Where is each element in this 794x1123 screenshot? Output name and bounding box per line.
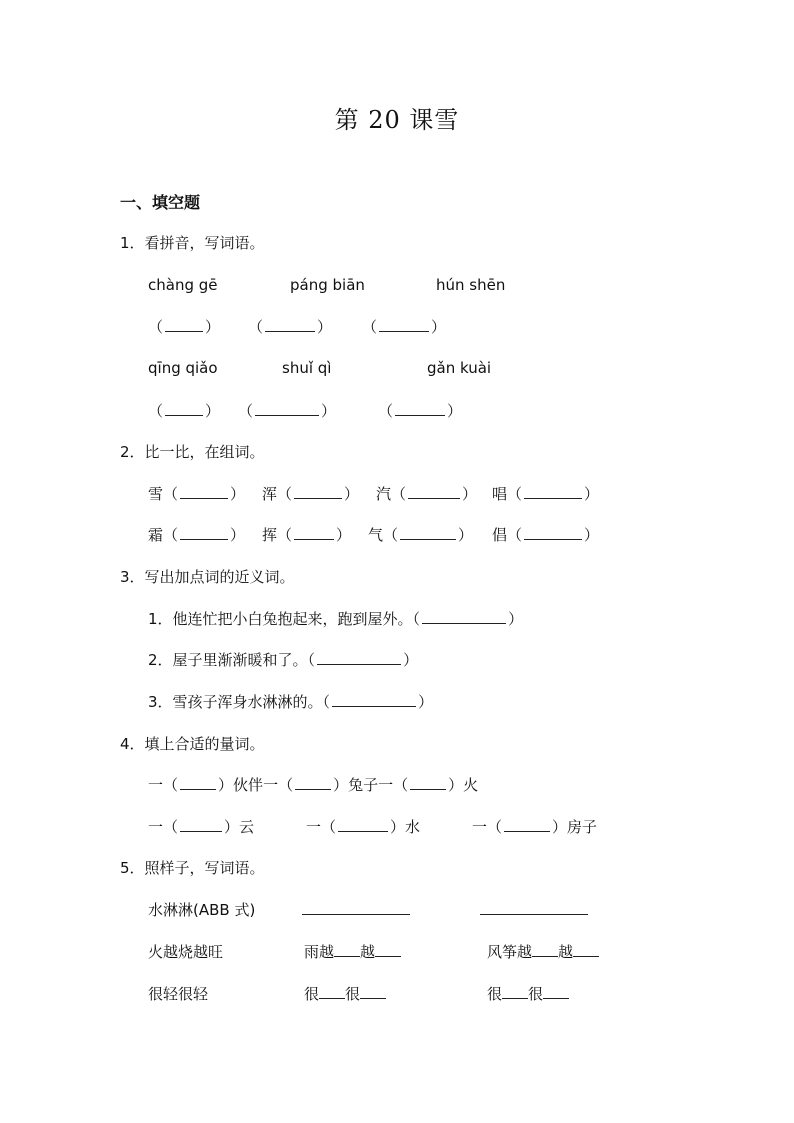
example-word: 水淋淋(ABB 式) (148, 901, 256, 919)
answer-line-group (302, 899, 410, 921)
compare-item: 唱（ ） (492, 485, 600, 503)
question-4-label: 4．填上合适的量词。 (120, 735, 265, 753)
answer-blank[interactable] (379, 317, 429, 332)
answer-blank[interactable] (294, 525, 334, 540)
answer-blank[interactable] (395, 401, 445, 416)
compare-item: 气（ ） (368, 526, 474, 544)
compare-item: 霜（ ） (148, 526, 246, 544)
answer-blank[interactable] (302, 900, 410, 915)
answer-blank[interactable] (504, 817, 550, 832)
synonym-item: 2．屋子里渐渐暖和了。（ ） (148, 651, 419, 669)
answer-blank[interactable] (165, 401, 203, 416)
question-1-label: 1．看拼音，写词语。 (120, 234, 265, 252)
synonym-item: 3．雪孩子浑身水淋淋的。（ ） (148, 693, 434, 711)
example-word: 火越烧越旺 (148, 943, 224, 961)
measure-word-item: 一（ ）房子 (472, 818, 598, 836)
question-3-label: 3．写出加点词的近义词。 (120, 568, 295, 586)
compare-item: 汽（ ） (376, 485, 478, 503)
question-5-label: 5．照样子，写词语。 (120, 859, 265, 877)
answer-blank[interactable] (338, 817, 388, 832)
answer-blank[interactable] (410, 775, 446, 790)
answer-blank[interactable] (524, 525, 582, 540)
answer-blank[interactable] (180, 484, 228, 499)
pattern-item: 风筝越 越 (487, 941, 599, 963)
section-heading: 一、填空题 (120, 193, 201, 212)
measure-word-row: 一（ ）伙伴一（ ）兔子一（ ）火 (148, 776, 479, 794)
answer-blank[interactable] (375, 942, 401, 957)
answer-blank[interactable] (408, 484, 460, 499)
answer-blank[interactable] (532, 942, 558, 957)
answer-blank-group: （ ） (148, 318, 221, 336)
answer-blank[interactable] (524, 484, 582, 499)
measure-word-item: 一（ ）水 (306, 818, 421, 836)
compare-item: 浑（ ） (262, 485, 360, 503)
answer-blank[interactable] (422, 609, 506, 624)
answer-blank-group: （ ） (378, 402, 463, 420)
question-2-label: 2．比一比，在组词。 (120, 443, 265, 461)
answer-blank[interactable] (265, 317, 315, 332)
answer-blank[interactable] (332, 692, 416, 707)
compare-item: 雪（ ） (148, 485, 246, 503)
answer-blank-group: （ ） (248, 318, 333, 336)
answer-blank[interactable] (573, 942, 599, 957)
compare-item: 挥（ ） (262, 526, 352, 544)
answer-blank[interactable] (180, 525, 228, 540)
pattern-item: 很 很 (304, 983, 386, 1005)
pattern-item: 雨越 越 (304, 941, 401, 963)
pinyin-item: páng biān (290, 276, 365, 294)
compare-item: 倡（ ） (492, 526, 600, 544)
answer-blank[interactable] (180, 775, 216, 790)
answer-blank-group: （ ） (238, 402, 337, 420)
pinyin-item: hún shēn (436, 276, 506, 294)
pinyin-item: gǎn kuài (427, 359, 492, 377)
pinyin-item: shuǐ qì (282, 359, 332, 377)
answer-blank[interactable] (334, 942, 360, 957)
answer-blank[interactable] (319, 984, 345, 999)
answer-line-group (480, 899, 588, 921)
answer-blank[interactable] (317, 650, 401, 665)
answer-blank[interactable] (294, 484, 342, 499)
page-title: 第 20 课雪 (334, 106, 460, 134)
pinyin-item: qīng qiǎo (148, 359, 218, 377)
answer-blank[interactable] (165, 317, 203, 332)
answer-blank-group: （ ） (362, 318, 447, 336)
answer-blank[interactable] (502, 984, 528, 999)
pinyin-item: chàng gē (148, 276, 218, 294)
answer-blank[interactable] (480, 900, 588, 915)
answer-blank[interactable] (400, 525, 456, 540)
synonym-item: 1．他连忙把小白兔抱起来，跑到屋外。（ ） (148, 610, 524, 628)
answer-blank-group: （ ） (148, 402, 221, 420)
answer-blank[interactable] (543, 984, 569, 999)
measure-word-item: 一（ ）云 (148, 818, 255, 836)
answer-blank[interactable] (360, 984, 386, 999)
example-word: 很轻很轻 (148, 985, 209, 1003)
answer-blank[interactable] (180, 817, 222, 832)
answer-blank[interactable] (295, 775, 331, 790)
answer-blank[interactable] (255, 401, 319, 416)
pattern-item: 很 很 (487, 983, 569, 1005)
